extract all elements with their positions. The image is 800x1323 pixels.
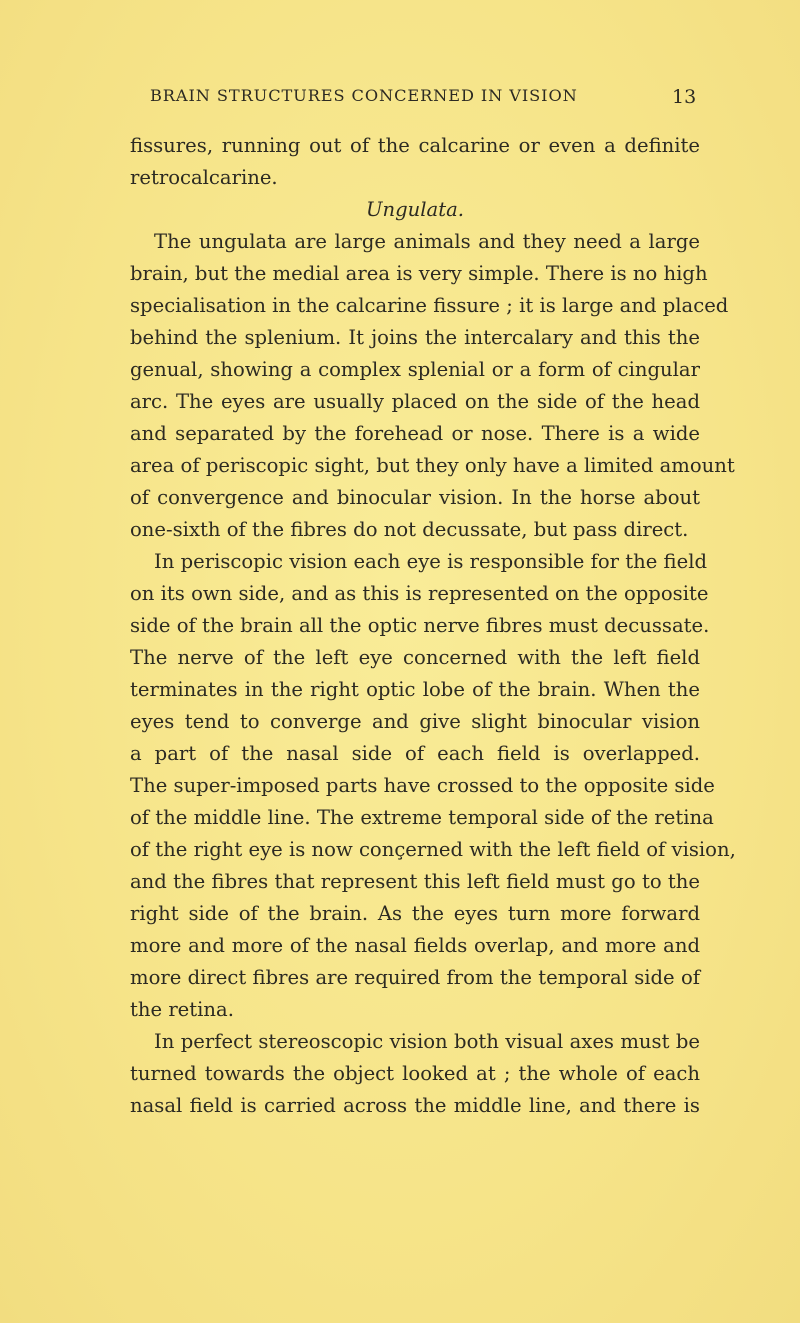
text-line: area of periscopic sight, but they only have a limited amount xyxy=(130,454,735,477)
text-line: genual, showing a complex splenial or a form of cingular xyxy=(130,358,700,381)
text-line: of the middle line. The extreme temporal side of the retina xyxy=(130,806,714,829)
text-line: more direct fibres are required from the temporal side of xyxy=(130,966,700,989)
text-line: The super-imposed parts have crossed to the opposite side xyxy=(130,774,715,797)
text-line: one-sixth of the fibres do not decussate, but pass direct. xyxy=(130,518,689,541)
text-line: The nerve of the left eye concerned with the left field xyxy=(130,646,700,669)
text-line: right side of the brain. As the eyes turn more forward xyxy=(130,902,700,925)
text-line: In perfect stereoscopic vision both visual axes must be xyxy=(154,1030,700,1053)
text-line: terminates in the right optic lobe of the brain. When the xyxy=(130,678,700,701)
text-line: on its own side, and as this is represented on the opposite xyxy=(130,582,709,605)
text-line: the retina. xyxy=(130,998,234,1021)
text-line: of the right eye is now conçerned with the left field of vision, xyxy=(130,838,736,861)
text-line: fissures, running out of the calcarine or even a definite xyxy=(130,134,700,157)
text-line: and separated by the forehead or nose. There is a wide xyxy=(130,422,700,445)
text-line: turned towards the object looked at ; the whole of each xyxy=(130,1062,700,1085)
text-line: behind the splenium. It joins the intercalary and this the xyxy=(130,326,700,349)
text-line: more and more of the nasal fields overlap, and more and xyxy=(130,934,700,957)
section-heading: Ungulata. xyxy=(365,198,465,221)
text-line: The ungulata are large animals and they need a large xyxy=(154,230,700,253)
text-line: eyes tend to converge and give slight binocular vision xyxy=(130,710,700,733)
text-line: nasal field is carried across the middle line, and there is xyxy=(130,1094,700,1117)
running-title: BRAIN STRUCTURES CONCERNED IN VISION xyxy=(150,86,578,105)
running-header xyxy=(0,86,800,110)
page-number: 13 xyxy=(672,86,697,108)
text-line: brain, but the medial area is very simple. There is no high xyxy=(130,262,708,285)
text-line: a part of the nasal side of each field is overlapped. xyxy=(130,742,700,765)
text-line: In periscopic vision each eye is responsible for the field xyxy=(154,550,707,573)
text-line: arc. The eyes are usually placed on the side of the head xyxy=(130,390,700,413)
text-line: and the fibres that represent this left field must go to the xyxy=(130,870,700,893)
text-line: of convergence and binocular vision. In the horse about xyxy=(130,486,700,509)
text-line: specialisation in the calcarine fissure ; it is large and placed xyxy=(130,294,729,317)
text-line: retrocalcarine. xyxy=(130,166,278,189)
text-line: side of the brain all the optic nerve fibres must decussate. xyxy=(130,614,710,637)
